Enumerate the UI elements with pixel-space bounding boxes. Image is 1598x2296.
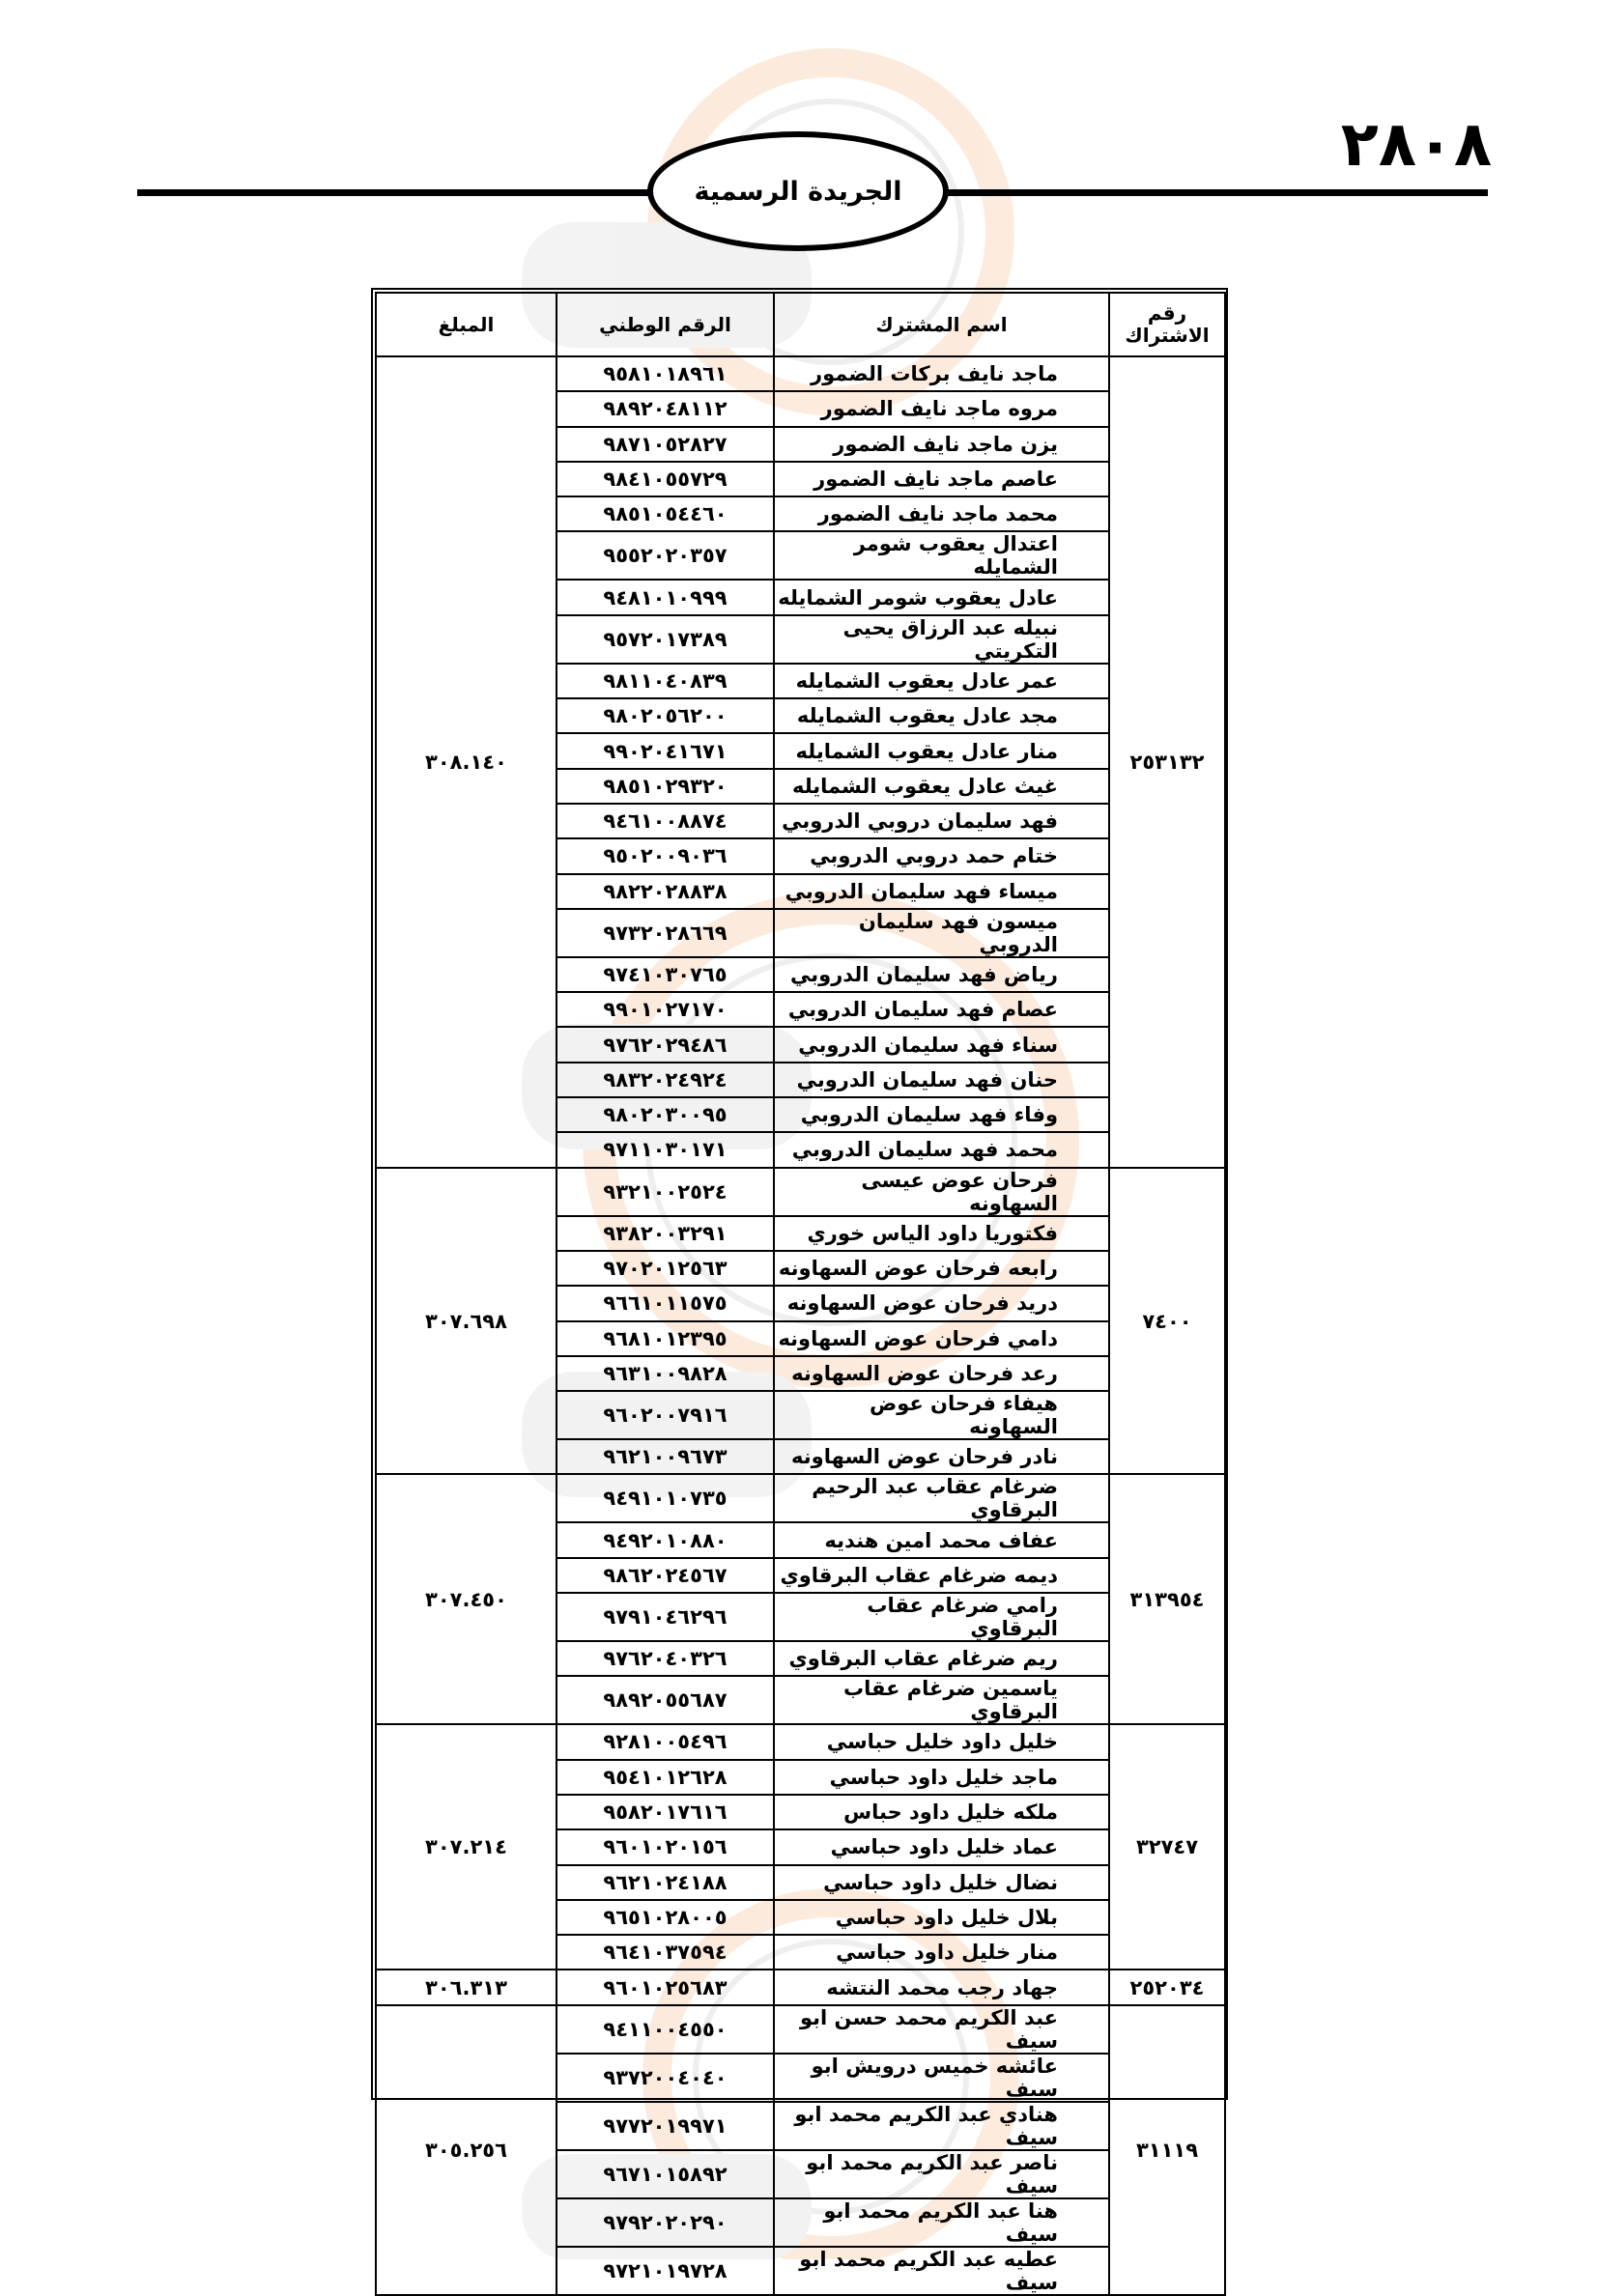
subscription-number-cell: ٧٤٠٠	[1109, 1168, 1225, 1475]
subscriber-name-cell: محمد ماجد نايف الضمور	[774, 496, 1109, 531]
subscriber-name-cell: عفاف محمد امين هنديه	[774, 1522, 1109, 1557]
national-id-cell: ٩٨٩٢٠٤٨١١٢	[556, 391, 774, 426]
subscriber-name-cell: عماد خليل داود حباسي	[774, 1829, 1109, 1864]
national-id-cell: ٩٦٠١٠٢٠١٥٦	[556, 1829, 774, 1864]
national-id-cell: ٩٦٢١٠٢٤١٨٨	[556, 1865, 774, 1900]
subscriber-name-cell: ضرغام عقاب عبد الرحيم البرقاوي	[774, 1474, 1109, 1522]
national-id-cell: ٩٧٣٢٠٢٨٦٦٩	[556, 909, 774, 957]
subscriber-name-cell: منار عادل يعقوب الشمايله	[774, 733, 1109, 768]
national-id-cell: ٩٦٠١٠٢٥٦٨٣	[556, 1970, 774, 2004]
national-id-cell: ٩٦٣١٠٠٩٨٢٨	[556, 1356, 774, 1391]
header-national-id: الرقم الوطني	[556, 293, 774, 356]
subscriber-name-cell: دامي فرحان عوض السهاونه	[774, 1321, 1109, 1356]
table-header-row	[376, 293, 1225, 356]
table-row	[376, 2005, 1225, 2054]
national-id-cell: ٩٤١١٠٠٤٥٥٠	[556, 2005, 774, 2054]
national-id-cell: ٩٦٤١٠٣٧٥٩٤	[556, 1935, 774, 1970]
national-id-cell: ٩٦٦١٠١١٥٧٥	[556, 1286, 774, 1320]
national-id-cell: ٩٦٠٢٠٠٧٩١٦	[556, 1391, 774, 1439]
national-id-cell: ٩٦٥١٠٢٨٠٠٥	[556, 1900, 774, 1935]
table-row	[376, 1474, 1225, 1522]
table-row	[376, 1970, 1225, 2004]
national-id-cell: ٩٥٤١٠١٢٦٢٨	[556, 1760, 774, 1795]
amount-cell: ٣٠٨.١٤٠	[376, 356, 556, 1168]
national-id-cell: ٩٥٠٢٠٠٩٠٣٦	[556, 838, 774, 873]
subscriber-name-cell: حنان فهد سليمان الدروبي	[774, 1063, 1109, 1097]
national-id-cell: ٩٧٢١٠١٩٧٢٨	[556, 2247, 774, 2295]
national-id-cell: ٩٨٥١٠٢٩٣٢٠	[556, 769, 774, 804]
subscriber-name-cell: هنا عبد الكريم محمد ابو سيف	[774, 2198, 1109, 2247]
national-id-cell: ٩٤٨١٠١٠٩٩٩	[556, 580, 774, 614]
subscriber-name-cell: نادر فرحان عوض السهاونه	[774, 1439, 1109, 1474]
national-id-cell: ٩٨٦٢٠٢٤٥٦٧	[556, 1558, 774, 1593]
subscriber-name-cell: فهد سليمان دروبي الدروبي	[774, 804, 1109, 838]
national-id-cell: ٩٥٧٢٠١٧٣٨٩	[556, 615, 774, 664]
national-id-cell: ٩٣٢١٠٠٢٥٢٤	[556, 1168, 774, 1216]
national-id-cell: ٩٨٠٢٠٣٠٠٩٥	[556, 1097, 774, 1132]
subscribers-table	[375, 292, 1226, 2296]
subscriber-name-cell: محمد فهد سليمان الدروبي	[774, 1132, 1109, 1167]
national-id-cell: ٩٧٠٢٠١٢٥٦٣	[556, 1251, 774, 1286]
subscriber-name-cell: مروه ماجد نايف الضمور	[774, 391, 1109, 426]
national-id-cell: ٩٧٧٢٠١٩٩٧١	[556, 2102, 774, 2150]
subscription-number-cell: ٢٥٢٠٣٤	[1109, 1970, 1225, 2004]
national-id-cell: ٩٧٩٢٠٢٠٢٩٠	[556, 2198, 774, 2247]
national-id-cell: ٩٣٨٢٠٠٣٢٩١	[556, 1216, 774, 1251]
national-id-cell: ٩٨٣٢٠٢٤٩٢٤	[556, 1063, 774, 1097]
subscriber-name-cell: رعد فرحان عوض السهاونه	[774, 1356, 1109, 1391]
subscriber-name-cell: غيث عادل يعقوب الشمايله	[774, 769, 1109, 804]
national-id-cell: ٩٨٢٢٠٢٨٨٣٨	[556, 874, 774, 909]
national-id-cell: ٩٩٠٢٠٤١٦٧١	[556, 733, 774, 768]
header-amount: المبلغ	[376, 293, 556, 356]
subscriber-name-cell: عصام فهد سليمان الدروبي	[774, 992, 1109, 1027]
header-subscriber-name: اسم المشترك	[774, 293, 1109, 356]
national-id-cell: ٩٧٩١٠٤٦٢٩٦	[556, 1593, 774, 1641]
national-id-cell: ٩٤٦١٠٠٨٨٧٤	[556, 804, 774, 838]
subscriber-name-cell: نضال خليل داود حباسي	[774, 1865, 1109, 1900]
national-id-cell: ٩٥٨٢٠١٧٦١٦	[556, 1795, 774, 1829]
subscriber-name-cell: عمر عادل يعقوب الشمايله	[774, 664, 1109, 698]
national-id-cell: ٩٨١١٠٤٠٨٣٩	[556, 664, 774, 698]
subscriber-name-cell: هنادي عبد الكريم محمد ابو سيف	[774, 2102, 1109, 2150]
subscription-number-cell: ٣٢٧٤٧	[1109, 1724, 1225, 1970]
national-id-cell: ٩٨٤١٠٥٥٧٢٩	[556, 462, 774, 496]
table-row	[376, 356, 1225, 391]
national-id-cell: ٩٤٩١٠١٠٧٣٥	[556, 1474, 774, 1522]
national-id-cell: ٩٧٦٢٠٤٠٣٢٦	[556, 1641, 774, 1676]
national-id-cell: ٩٨٧١٠٥٢٨٢٧	[556, 427, 774, 462]
amount-cell: ٣٠٧.٦٩٨	[376, 1168, 556, 1475]
national-id-cell: ٩٥٨١٠١٨٩٦١	[556, 356, 774, 391]
national-id-cell: ٩٦٨١٠١٢٣٩٥	[556, 1321, 774, 1356]
table-row	[376, 1168, 1225, 1216]
subscriber-name-cell: ميساء فهد سليمان الدروبي	[774, 874, 1109, 909]
subscriber-name-cell: مجد عادل يعقوب الشمايله	[774, 698, 1109, 733]
national-id-cell: ٩٦٢١٠٠٩٦٧٣	[556, 1439, 774, 1474]
subscriber-name-cell: عبد الكريم محمد حسن ابو سيف	[774, 2005, 1109, 2054]
national-id-cell: ٩٧١١٠٣٠١٧١	[556, 1132, 774, 1167]
national-id-cell: ٩٥٥٢٠٢٠٣٥٧	[556, 531, 774, 580]
national-id-cell: ٩٧٦٢٠٢٩٤٨٦	[556, 1027, 774, 1062]
subscriber-name-cell: وفاء فهد سليمان الدروبي	[774, 1097, 1109, 1132]
national-id-cell: ٩٨٥١٠٥٤٤٦٠	[556, 496, 774, 531]
publication-title: الجريدة الرسمية	[694, 176, 902, 207]
subscriber-name-cell: فرحان عوض عيسى السهاونه	[774, 1168, 1109, 1216]
subscriber-name-cell: ريم ضرغام عقاب البرقاوي	[774, 1641, 1109, 1676]
subscriber-name-cell: ماجد خليل داود حباسي	[774, 1760, 1109, 1795]
subscriber-name-cell: ملكه خليل داود حباس	[774, 1795, 1109, 1829]
subscriber-name-cell: رامي ضرغام عقاب البرقاوي	[774, 1593, 1109, 1641]
subscriber-name-cell: يزن ماجد نايف الضمور	[774, 427, 1109, 462]
subscriber-name-cell: نبيله عبد الرزاق يحيى التكريتي	[774, 615, 1109, 664]
page-number: ٢٨٠٨	[1340, 109, 1492, 181]
subscriber-name-cell: رابعه فرحان عوض السهاونه	[774, 1251, 1109, 1286]
subscriber-name-cell: ماجد نايف بركات الضمور	[774, 356, 1109, 391]
national-id-cell: ٩٤٩٢٠١٠٨٨٠	[556, 1522, 774, 1557]
amount-cell: ٣٠٧.٤٥٠	[376, 1474, 556, 1724]
subscriber-name-cell: عطيه عبد الكريم محمد ابو سيف	[774, 2247, 1109, 2295]
subscriber-name-cell: عاصم ماجد نايف الضمور	[774, 462, 1109, 496]
national-id-cell: ٩٩٠١٠٢٧١٧٠	[556, 992, 774, 1027]
subscriber-name-cell: جهاد رجب محمد النتشه	[774, 1970, 1109, 2004]
amount-cell: ٣٠٦.٣١٣	[376, 1970, 556, 2004]
subscriber-name-cell: دريد فرحان عوض السهاونه	[774, 1286, 1109, 1320]
subscriber-name-cell: ميسون فهد سليمان الدروبي	[774, 909, 1109, 957]
national-id-cell: ٩٢٨١٠٠٥٤٩٦	[556, 1724, 774, 1759]
national-id-cell: ٩٦٧١٠١٥٨٩٢	[556, 2150, 774, 2198]
national-id-cell: ٩٧٤١٠٣٠٧٦٥	[556, 957, 774, 992]
subscriber-name-cell: فكتوريا داود الياس خوري	[774, 1216, 1109, 1251]
national-id-cell: ٩٣٧٢٠٠٤٠٤٠	[556, 2054, 774, 2102]
subscriber-name-cell: اعتدال يعقوب شومر الشمايله	[774, 531, 1109, 580]
subscriber-name-cell: عائشه خميس درويش ابو سيف	[774, 2054, 1109, 2102]
subscriber-name-cell: خليل داود خليل حباسي	[774, 1724, 1109, 1759]
amount-cell: ٣٠٥.٢٥٦	[376, 2005, 556, 2295]
national-id-cell: ٩٨٩٢٠٥٥٦٨٧	[556, 1676, 774, 1724]
amount-cell: ٣٠٧.٢١٤	[376, 1724, 556, 1970]
subscriber-name-cell: ياسمين ضرغام عقاب البرقاوي	[774, 1676, 1109, 1724]
subscriber-name-cell: منار خليل داود حباسي	[774, 1935, 1109, 1970]
national-id-cell: ٩٨٠٢٠٥٦٢٠٠	[556, 698, 774, 733]
subscription-number-cell: ٢٥٣١٣٢	[1109, 356, 1225, 1168]
subscriber-name-cell: ديمه ضرغام عقاب البرقاوي	[774, 1558, 1109, 1593]
subscriber-name-cell: ختام حمد دروبي الدروبي	[774, 838, 1109, 873]
subscription-number-cell: ٣١١١٩	[1109, 2005, 1225, 2295]
table-row	[376, 1724, 1225, 1759]
subscription-number-cell: ٣١٣٩٥٤	[1109, 1474, 1225, 1724]
subscriber-name-cell: سناء فهد سليمان الدروبي	[774, 1027, 1109, 1062]
subscriber-name-cell: عادل يعقوب شومر الشمايله	[774, 580, 1109, 614]
header-oval	[647, 131, 949, 251]
subscriber-name-cell: هيفاء فرحان عوض السهاونه	[774, 1391, 1109, 1439]
subscriber-name-cell: رياض فهد سليمان الدروبي	[774, 957, 1109, 992]
subscriber-name-cell: بلال خليل داود حباسي	[774, 1900, 1109, 1935]
header-subscription-no: رقم الاشتراك	[1109, 293, 1225, 356]
subscriber-name-cell: ناصر عبد الكريم محمد ابو سيف	[774, 2150, 1109, 2198]
